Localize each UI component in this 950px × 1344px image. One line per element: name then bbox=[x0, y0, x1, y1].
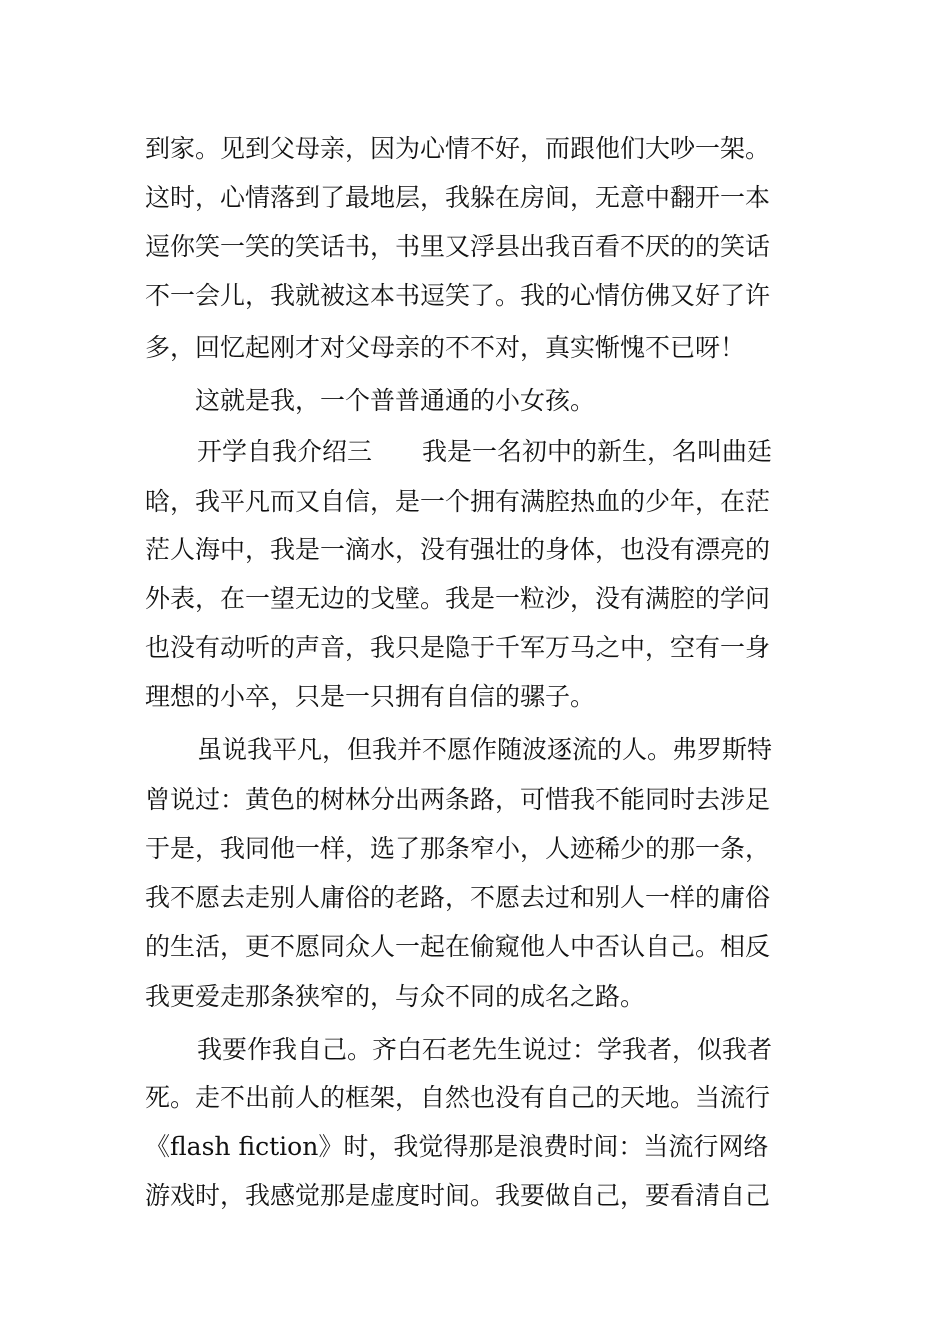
text-line: 不一会儿，我就被这本书逗笑了。我的心情仿佛又好了许 bbox=[145, 281, 771, 310]
text-line: 虽说我平凡，但我并不愿作随波逐流的人。弗罗斯特 bbox=[197, 735, 773, 764]
text-line: 这就是我，一个普普通通的小女孩。 bbox=[195, 386, 596, 415]
text-line: 也没有动听的声音，我只是隐于千军万马之中，空有一身 bbox=[145, 633, 771, 662]
text-line: 逗你笑一笑的笑话书，书里又浮县出我百看不厌的的笑话 bbox=[145, 232, 771, 261]
text-line: 到家。见到父母亲，因为心情不好，而跟他们大吵一架。 bbox=[145, 134, 771, 163]
text-line: 我不愿去走别人庸俗的老路，不愿去过和别人一样的庸俗 bbox=[145, 883, 771, 912]
text-line: 曾说过：黄色的树林分出两条路，可惜我不能同时去涉足 bbox=[145, 785, 771, 814]
text-line: 理想的小卒，只是一只拥有自信的骡子。 bbox=[145, 682, 596, 711]
text-line: 外表，在一望无边的戈壁。我是一粒沙，没有满腔的学问 bbox=[145, 584, 771, 613]
text-line: 游戏时，我感觉那是虚度时间。我要做自己，要看清自己 bbox=[145, 1181, 771, 1210]
text-line: 茫人海中，我是一滴水，没有强壮的身体，也没有漂亮的 bbox=[145, 535, 771, 564]
text-line: 我更爱走那条狭窄的，与众不同的成名之路。 bbox=[145, 982, 646, 1011]
text-line: 多，回忆起刚才对父母亲的不不对，真实惭愧不已呀！ bbox=[145, 333, 746, 362]
text-line: 开学自我介绍三 我是一名初中的新生，名叫曲廷 bbox=[197, 437, 773, 466]
text-line: 于是，我同他一样，选了那条窄小，人迹稀少的那一条， bbox=[145, 834, 771, 863]
text-line: 死。走不出前人的框架，自然也没有自己的天地。当流行 bbox=[145, 1083, 771, 1112]
text-line: 的生活，更不愿同众人一起在偷窥他人中否认自己。相反 bbox=[145, 932, 771, 961]
text-line: 《flash fiction》时，我觉得那是浪费时间：当流行网络 bbox=[145, 1132, 769, 1161]
text-line: 我要作我自己。齐白石老先生说过：学我者，似我者 bbox=[197, 1035, 773, 1064]
text-line: 晗，我平凡而又自信，是一个拥有满腔热血的少年，在茫 bbox=[145, 487, 771, 516]
text-line: 这时，心情落到了最地层，我躲在房间，无意中翻开一本 bbox=[145, 183, 771, 212]
